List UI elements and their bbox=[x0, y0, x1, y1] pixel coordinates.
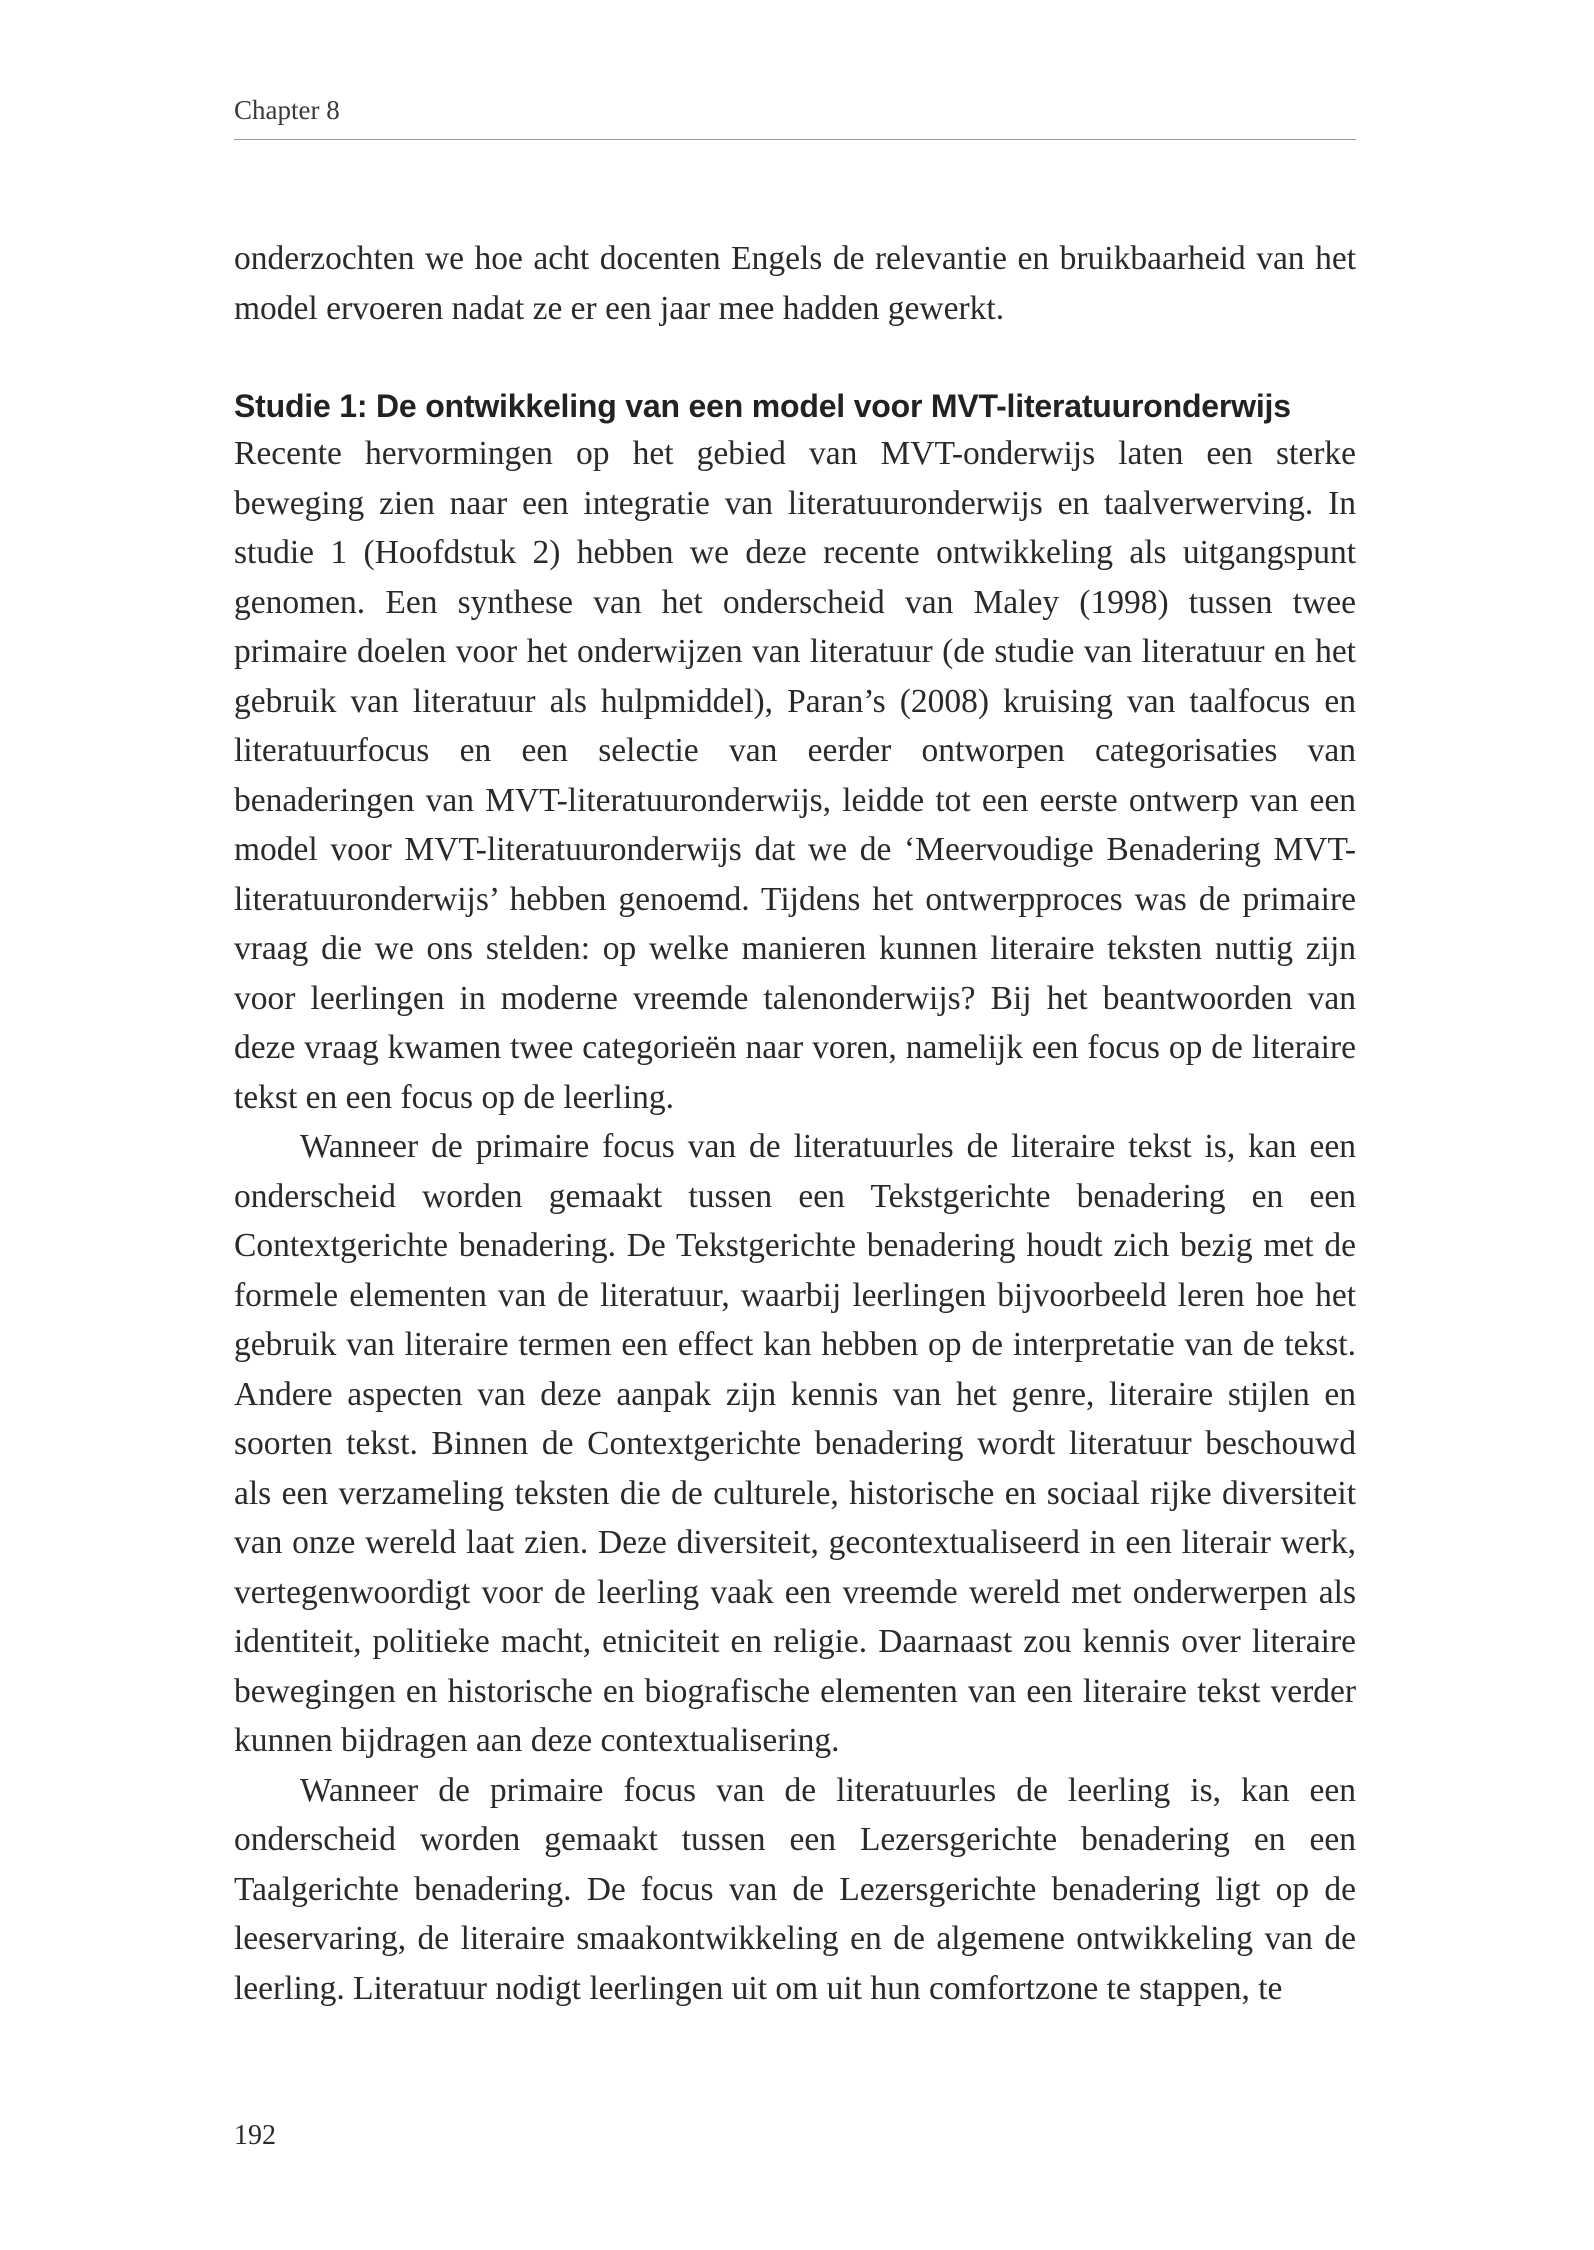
intro-paragraph: onderzochten we hoe acht docenten Engels de relevantie en bruikbaarheid van het model ervoeren nadat ze er een jaar mee hadden gewerkt. bbox=[234, 240, 1356, 327]
body-text bbox=[234, 234, 1356, 2013]
chapter-label: Chapter 8 bbox=[234, 95, 340, 125]
running-header bbox=[234, 92, 1356, 140]
paragraph-text-focus: Wanneer de primaire focus van de literatuurles de literaire tekst is, kan een onderscheid worden gemaakt tussen een Tekstgerichte benadering en een Contextgerichte benadering. De Tekstgerichte benadering houdt zich bezig met de formele elementen van de literatuur, waarbij leerlingen bijvoorbeeld leren hoe het gebruik van literaire termen een effect kan hebben op de interpretatie van de tekst. Andere aspecten van deze aanpak zijn kennis van het genre, literaire stijlen en soorten tekst. Binnen de Contextgerichte benadering wordt literatuur beschouwd als een verzameling teksten die de culturele, historische en sociaal rijke diversiteit van onze wereld laat zien. Deze diversiteit, gecontextualiseerd in een literair werk, vertegenwoordigt voor de leerling vaak een vreemde wereld met onderwerpen als identiteit, politieke macht, etniciteit en religie. Daarnaast zou kennis over literaire bewegingen en historische en biografische elementen van een literaire tekst verder kunnen bijdragen aan deze contextualisering. bbox=[234, 1128, 1356, 1759]
paragraph-study-1: Recente hervormingen op het gebied van MVT-onderwijs laten een sterke beweging zien naar een integratie van literatuuronderwijs en taalverwerving. In studie 1 (Hoofdstuk 2) hebben we deze recente ontwikkeling als uitgangspunt genomen. Een synthese van het onderscheid van Maley (1998) tussen twee primaire doelen voor het onderwijzen van literatuur (de studie van literatuur en het gebruik van literatuur als hulpmiddel), Paran’s (2008) kruising van taalfocus en literatuurfocus en een selectie van eerder ontworpen categorisaties van benaderingen van MVT-literatuuronderwijs, leidde tot een eerste ontwerp van een model voor MVT-literatuuronderwijs dat we de ‘Meervoudige Benadering MVT-literatuuronderwijs’ hebben genoemd. Tijdens het ontwerpproces was de primaire vraag die we ons stelden: op welke manieren kunnen literaire teksten nuttig zijn voor leerlingen in moderne vreemde talenonderwijs? Bij het beantwoorden van deze vraag kwamen twee categorieën naar voren, namelijk een focus op de literaire tekst en een focus op de leerling. bbox=[234, 435, 1356, 1116]
page-number: 192 bbox=[234, 2120, 276, 2151]
paragraph-learner-focus: Wanneer de primaire focus van de literatuurles de leerling is, kan een onderscheid worden gemaakt tussen een Lezersgerichte benadering en een Taalgerichte benadering. De focus van de Lezersgerichte benadering ligt op de leeservaring, de literaire smaakontwikkeling en de algemene ontwikkeling van de leerling. Literatuur nodigt leerlingen uit om uit hun comfortzone te stappen, te bbox=[234, 1771, 1356, 2007]
section-heading: Studie 1: De ontwikkeling van een model voor MVT-literatuuronderwijs bbox=[234, 388, 1291, 424]
